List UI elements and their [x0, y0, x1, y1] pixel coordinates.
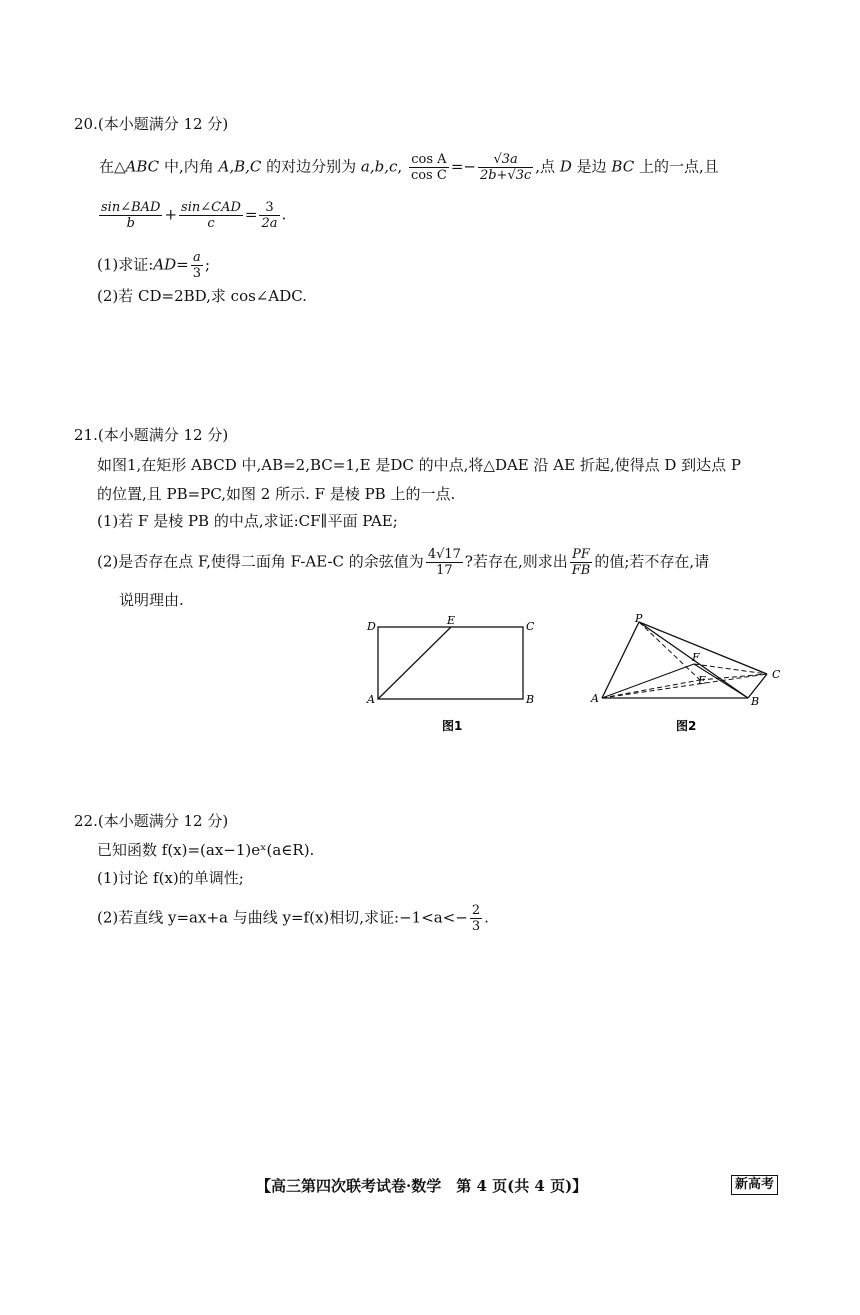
q22-line-1: 已知函数 f(x)=(ax−1)eˣ(a∈R).: [97, 841, 315, 859]
fig1-label-b: B: [526, 693, 535, 706]
q20-frac-rhs: $\frac{3}{2a}$: [261, 200, 278, 231]
fig1-label-c: C: [526, 620, 535, 633]
q20-text-2: 中,内角: [159, 157, 219, 176]
q20-text-7: 上的一点,且: [634, 157, 719, 176]
fig1-rect: [378, 627, 523, 699]
q20-frac-a3: $\frac{a}{3}$: [192, 250, 202, 281]
q21-p2-text-3: 的值;若不存在,请: [594, 552, 710, 571]
q20-point-d: D: [559, 157, 572, 176]
footer-text: 【高三第四次联考试卷·数学 第 4 页(共 4 页)】: [256, 1177, 588, 1195]
q20-text-4: ,: [397, 157, 403, 176]
q21-heading: 21.(本小题满分 12 分): [74, 426, 229, 444]
q22-p2-end: .: [484, 908, 489, 927]
fig2-label-p: P: [635, 612, 643, 625]
q20-frac-ratio: $\frac{√3a}{2b+√3c}$: [479, 152, 532, 183]
q20-text-6: 是边: [571, 157, 612, 176]
fig2-label-e: E: [698, 674, 707, 687]
fig1-ae-line: [378, 627, 451, 699]
q20-condition: [97, 200, 286, 231]
q20-part-1: [97, 250, 210, 281]
fig2-label-b: B: [751, 695, 760, 708]
figure-2-folded: [588, 612, 788, 742]
q20-text-3: 的对边分别为: [261, 157, 361, 176]
q20-vars: A,B,C: [218, 157, 262, 176]
q21-p2-text-2: ?若存在,则求出: [464, 552, 568, 571]
q20-p1-eq: =: [176, 255, 189, 274]
q22-part-1: (1)讨论 f(x)的单调性;: [97, 869, 244, 887]
new-gaokao-badge: 新高考: [731, 1175, 778, 1195]
q20-sides: a,b,c: [360, 157, 398, 176]
q22-p2-text: (2)若直线 y=ax+a 与曲线 y=f(x)相切,求证:−1<a<−: [97, 908, 468, 927]
q20-ad: AD: [153, 255, 177, 274]
fig2-label-a: A: [591, 692, 599, 705]
fig2-ae: [602, 680, 700, 698]
q21-part-2-line-2: 说明理由.: [119, 591, 184, 609]
q20-eq: =: [244, 205, 258, 224]
q20-abc: ABC: [125, 157, 160, 176]
q20-seg-bc: BC: [611, 157, 635, 176]
fig2-pe: [639, 622, 700, 680]
q21-frac-pf-fb: $\frac{PF}{FB}$: [571, 547, 591, 578]
q20-heading: 20.(本小题满分 12 分): [74, 115, 229, 133]
q21-line-2: 的位置,且 PB=PC,如图 2 所示. F 是棱 PB 上的一点.: [97, 485, 456, 503]
fig2-label-c: C: [772, 668, 781, 681]
q20-period: .: [281, 205, 287, 224]
q20-eq-minus: =−: [450, 157, 476, 176]
q22-heading: 22.(本小题满分 12 分): [74, 812, 229, 830]
q20-part-1-label: (1)求证:: [97, 255, 154, 274]
figure-1-rectangle: [360, 612, 550, 742]
fig1-label-e: E: [447, 614, 456, 627]
q21-part-1: (1)若 F 是棱 PB 的中点,求证:CF∥平面 PAE;: [97, 512, 398, 530]
q21-p2-text-1: (2)是否存在点 F,使得二面角 F-AE-C 的余弦值为: [97, 552, 424, 571]
fig1-label-a: A: [367, 693, 375, 706]
fig2-label-f: F: [692, 651, 700, 664]
q20-intro: [99, 152, 719, 183]
q20-plus: +: [164, 205, 178, 224]
q21-part-2: [97, 547, 709, 578]
q20-frac-bad: $\frac{\text{sin∠BAD}}{b}$: [101, 200, 161, 231]
q20-text-1: 在△: [99, 157, 126, 176]
q20-frac-cad: $\frac{\text{sin∠CAD}}{c}$: [181, 200, 241, 231]
q20-frac-cos: $\frac{\text{cos A}}{\text{cos C}}$: [410, 152, 447, 183]
fig1-label-d: D: [367, 620, 376, 633]
q20-part-2: (2)若 CD=2BD,求 cos∠ADC.: [97, 287, 307, 305]
fig2-caption: 图2: [676, 719, 697, 733]
q21-line-1: 如图1,在矩形 ABCD 中,AB=2,BC=1,E 是DC 的中点,将△DAE 沿 AE 折起,使得点 D 到达点 P: [97, 456, 742, 474]
q22-part-2: [97, 903, 489, 934]
q22-frac-two-thirds: $\frac{2}{3}$: [471, 903, 481, 934]
fig1-caption: 图1: [442, 719, 463, 733]
q21-frac-cos-value: $\frac{4√17}{17}$: [427, 547, 461, 578]
q20-p1-end: ;: [205, 255, 211, 274]
q20-text-5: ,点: [535, 157, 560, 176]
